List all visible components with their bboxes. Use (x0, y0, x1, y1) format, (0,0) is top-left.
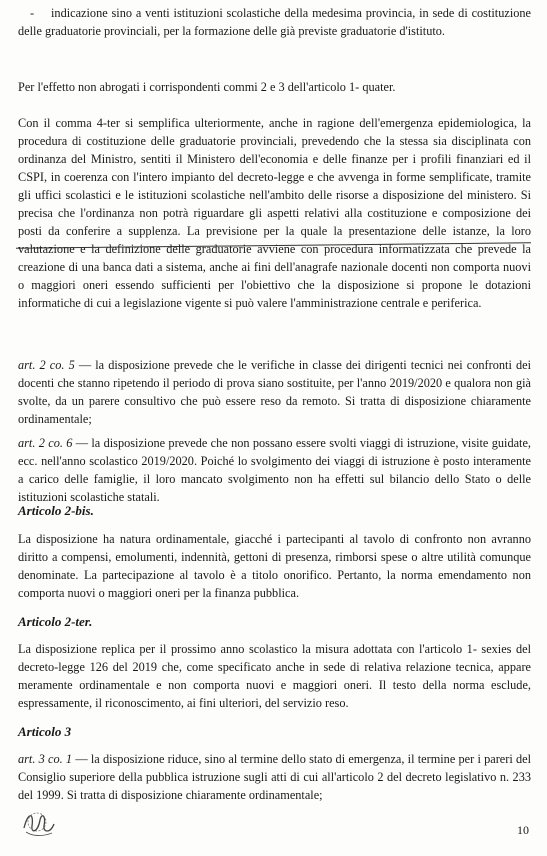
list-dash: - (30, 6, 35, 20)
paragraph-text: — la disposizione riduce, sino al termine dello stato di emergenza, il termine per i pareri del Consiglio superiore della pubblica istruzione sugli atti di cui all'articolo 2 del decreto legislativo n. 233 del 1999. Si tratta di disposizione chiaramente ordinamentale; (18, 752, 532, 802)
page-number: 10 (517, 823, 529, 837)
article-reference: art. 3 co. 1 (18, 752, 73, 766)
paragraph-text: — la disposizione prevede che non possano essere svolti viaggi di istruzione, visite guidate, ecc. nell'anno scolastico 2019/2020. Poiché lo svolgimento dei viaggi di istruzione è posto interamente a carico delle famiglie, il loro mancato svolgimento non ha effetti sul bilancio dello Stato o delle istituzioni scolastiche statali. (18, 436, 531, 504)
article-reference: art. 2 co. 5 (18, 358, 75, 372)
heading-articolo-2bis: Articolo 2-bis. (18, 503, 94, 518)
paragraph-art2-co6 (18, 434, 531, 506)
heading-articolo-3: Articolo 3 (18, 724, 72, 739)
paragraph-graduatorie-istituto: indicazione sino a venti istituzioni scolastiche della medesima provincia, in sede di costituzione delle graduatorie provinciali, per la formazione delle già previste graduatorie d'istituto. (18, 6, 531, 38)
paragraph-art2-co5 (18, 356, 531, 428)
handwritten-initials-mark (20, 806, 58, 840)
heading-articolo-2ter: Articolo 2-ter. (18, 614, 93, 629)
paragraph-commi-abrogati: Per l'effetto non abrogati i corrispondenti commi 2 e 3 dell'articolo 1- quater. (18, 80, 396, 94)
article-reference: art. 2 co. 6 (18, 436, 73, 450)
paragraph-art3-co1 (18, 750, 531, 804)
paragraph-comma-4ter: Con il comma 4-ter si semplifica ulteriormente, anche in ragione dell'emergenza epidemiologica, la procedura di costituzione delle graduatorie provinciali, prevedendo che la stessa sia disciplinata con ordinanza del Ministro, sentiti il Ministero dell'economia e delle finanze per i profili finanziari ed il CSPI, in coerenza con l'intero impianto del decreto-legge e che avvenga in forme semplificate, tramite gli uffici scolastici e le istituzioni scolastiche nell'ambito delle risorse a disposizione del ministero. Si precisa che l'ordinanza non potrà riguardare gli aspetti relativi alla costituzione e composizione dei posti da conferire a supplenza. La previsione per la quale la presentazione delle istanze, la loro valutazione e la definizione delle graduatorie avviene con procedura informatizzata che prevede la creazione di una banca dati a sistema, anche ai fini dell'anagrafe nazionale docenti non comporta nuovi o maggiori oneri essendo sufficienti per l'obiettivo che la disposizione si propone le dotazioni informatiche di cui a legislazione vigente si può valere l'amministrazione centrale e periferica. (18, 116, 531, 310)
paragraph-text: — la disposizione prevede che le verifiche in classe dei dirigenti tecnici nei confronti dei docenti che stanno ripetendo il periodo di prova siano sostituite, per l'anno 2019/2020 e qualora non già svolte, da un parere consultivo che può essere reso da remoto. Si tratta di disposizione chiaramente ordinamentale; (18, 358, 531, 426)
paragraph-articolo-2ter: La disposizione replica per il prossimo anno scolastico la misura adottata con l'articolo 1- sexies del decreto-legge 126 del 2019 che, come specificato anche in sede di relativa relazione tecnica, appare meramente ordinamentale e non comporta nuovi e maggiori oneri. Il testo della norma esclude, espressamente, il riconoscimento, ai fini ulteriori, del servizio reso. (18, 642, 531, 710)
paragraph-articolo-2bis: La disposizione ha natura ordinamentale, giacché i partecipanti al tavolo di confronto non avranno diritto a compensi, emolumenti, indennità, gettoni di presenza, rimborsi spese o altre utilità comunque denominate. La partecipazione al tavolo è a titolo onorifico. Pertanto, la norma emendamento non comporta nuovi o maggiori oneri per la finanza pubblica. (18, 532, 531, 600)
